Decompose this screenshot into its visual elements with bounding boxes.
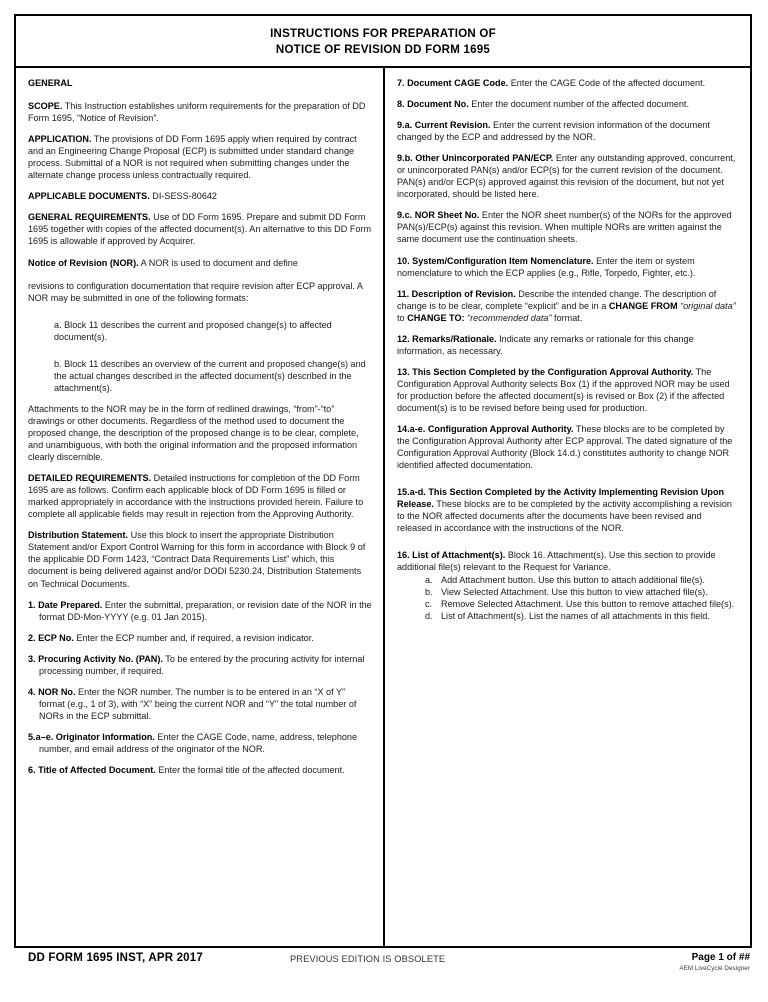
- detailed-requirements-paragraph: [28, 472, 372, 520]
- instruction-item-3: [28, 653, 372, 677]
- instruction-item-10: [397, 255, 739, 279]
- format-option-a: a. Block 11 describes the current and proposed change(s) to affected document(s).: [54, 319, 332, 342]
- right-column: [385, 68, 750, 946]
- change-tail-text: format.: [551, 312, 583, 323]
- scope-text: This Instruction establishes uniform requirements for the preparation of DD Form 1695, “Notice of Revision”.: [28, 101, 366, 124]
- notice-of-revision-paragraph: [28, 257, 372, 269]
- notice-of-revision-text: A NOR is used to document and define: [138, 257, 298, 268]
- instruction-item-8: [397, 98, 739, 110]
- instruction-item-14-label: 14.a-e. Configuration Approval Authority.: [397, 424, 574, 435]
- instruction-item-9b-label: 9.b. Other Unincorporated PAN/ECP.: [397, 153, 554, 164]
- general-heading-label: GENERAL: [28, 78, 73, 88]
- instruction-item-9a-text: Enter the current revision information of the document changed by the ECP and addressed by the NOR.: [397, 120, 710, 143]
- instruction-item-9b: [397, 152, 739, 200]
- attachment-sub-item-a-letter: a.: [425, 574, 433, 585]
- instruction-item-2-label: 2. ECP No.: [28, 632, 74, 643]
- instruction-item-14-text: These blocks are to be completed by the Configuration Approval Authority after ECP approval. The dated signature of the Configuration Approval Authority (Block 14.d.) constitutes authority to change NOR identified affected documentation.: [397, 424, 733, 471]
- instruction-item-10-text: Enter the item or system nomenclature to which the ECP applies (e.g., Rifle, Torpedo, Fighter, etc.).: [397, 255, 696, 278]
- distribution-statement-paragraph: [28, 529, 372, 589]
- instruction-item-9c: [397, 209, 739, 245]
- instruction-item-12: [397, 333, 739, 357]
- instruction-item-9c-text: Enter the NOR sheet number(s) of the NORs for the approved PAN(s)/ECP(s) against this revision. When multiple NORs are written against the same document use the continuation sheets.: [397, 210, 732, 245]
- instruction-item-8-label: 8. Document No.: [397, 99, 469, 110]
- instruction-item-7-text: Enter the CAGE Code of the affected document.: [508, 78, 706, 88]
- applicable-documents-paragraph: [28, 190, 372, 202]
- instruction-item-7-label: 7. Document CAGE Code.: [397, 78, 509, 88]
- scope-label: SCOPE.: [28, 101, 63, 112]
- instruction-item-9b-text: Enter any outstanding approved, concurrent, or unincorporated PAN(s) and/or ECP(s) for the current revision of the document. PAN(s) and/or ECP(s) approved against this revision of the document, but not yet incorporated, should be listed here.: [397, 153, 736, 200]
- detailed-requirements-label: DETAILED REQUIREMENTS.: [28, 473, 152, 484]
- instruction-item-1-text: Enter the submittal, preparation, or revision date of the NOR in the format DD-Mon-YYYY (e.g. 01 Jan 2015).: [39, 599, 372, 622]
- instruction-item-16-text: Block 16. Attachment(s). Use this section to provide additional file(s) relevant to the Request for Variance.: [397, 550, 716, 573]
- notice-of-revision-continuation: revisions to configuration documentation that require revision after ECP approval. A NOR may be submitted in one of the following formats:: [28, 280, 363, 303]
- instruction-item-5-label: 5.a–e. Originator Information.: [28, 731, 155, 742]
- instruction-item-13-text: The Configuration Approval Authority selects Box (1) if the approved NOR may be used for production before the affected document(s) is revised or Box (2) if the affected document(s) is to be revised before being used for production.: [397, 366, 730, 413]
- attachments-paragraph: Attachments to the NOR may be in the form of redlined drawings, “from”-“to” drawings or other documents. Regardless of the method used to document the proposed change, the description of the proposed change is to be clear, complete, and unambiguous, with both the original information and the proposed information clearly discernible.: [28, 403, 359, 463]
- instruction-item-2: [28, 632, 372, 644]
- page-title-line-1: INSTRUCTIONS FOR PREPARATION OF: [270, 28, 496, 40]
- document-title-band: [16, 16, 750, 68]
- instruction-item-11: [397, 288, 739, 324]
- attachment-sub-item-d-letter: d.: [425, 610, 433, 621]
- page-title-line-2: NOTICE OF REVISION DD FORM 1695: [275, 44, 491, 56]
- instruction-item-9a-label: 9.a. Current Revision.: [397, 120, 491, 131]
- page-footer: [14, 952, 752, 982]
- instruction-item-9c-label: 9.c. NOR Sheet No.: [397, 210, 480, 221]
- instruction-item-16: [397, 549, 739, 573]
- general-requirements-label: GENERAL REQUIREMENTS.: [28, 212, 151, 223]
- detailed-requirements-text: Detailed instructions for completion of the DD Form 1695 are as follows. Confirm each applicable block of DD Form 1695 is filled or marked appropriately in accordance with the instructions provided herein. Failure to complete all applicable fields may result in rejection from the Approving Authority.: [28, 473, 364, 520]
- instruction-item-16-label: 16. List of Attachment(s).: [397, 550, 506, 561]
- applicable-documents-label: APPLICABLE DOCUMENTS.: [28, 191, 150, 202]
- instruction-item-15-label: 15.a-d. This Section Completed by the Activity Implementing Revision Upon Release.: [397, 487, 725, 510]
- instruction-item-4: [28, 686, 372, 722]
- instruction-item-8-text: Enter the document number of the affected document.: [468, 99, 689, 110]
- instruction-item-6: [28, 764, 372, 776]
- recommended-data-placeholder: “recommended data”: [467, 312, 552, 323]
- distribution-statement-text: Use this block to insert the appropriate Distribution Statement and/or Export Control Warning for this form in accordance with Block 9 of the applicable DD Form 1423, “Contract Data Requirements List” which, this document is being delivered against and/or DODI 5230.24, Distribution Statements on Technical Documents.: [28, 530, 366, 589]
- original-data-placeholder: “original data”: [680, 300, 736, 311]
- application-label: APPLICATION.: [28, 134, 92, 145]
- instruction-item-2-text: Enter the ECP number and, if required, a revision indicator.: [73, 632, 314, 643]
- attachment-sub-item-c-letter: c.: [425, 598, 433, 609]
- distribution-statement-label: Distribution Statement.: [28, 530, 129, 541]
- instruction-item-5-text: Enter the CAGE Code, name, address, telephone number, and email address of the originator of the NOR.: [39, 731, 358, 754]
- instruction-form-box: [14, 14, 752, 948]
- instruction-item-4-label: 4. NOR No.: [28, 686, 76, 697]
- attachment-sub-item-b-letter: b.: [425, 586, 433, 597]
- instruction-item-15-text: These blocks are to be completed by the activity accomplishing a revision to the NOR affected documents after the documents have been revised and released in accordance with the instructions of the NOR.: [397, 499, 732, 534]
- instruction-item-6-label: 6. Title of Affected Document.: [28, 765, 156, 776]
- application-paragraph: [28, 133, 372, 181]
- applicable-documents-text: DI-SESS-80642: [149, 191, 217, 202]
- instruction-item-13: [397, 366, 739, 414]
- two-column-body: [16, 68, 750, 946]
- footer-page-info: [679, 952, 750, 973]
- instruction-item-11-label: 11. Description of Revision.: [397, 288, 516, 299]
- change-mid-text: to: [397, 312, 408, 323]
- instruction-item-12-label: 12. Remarks/Rationale.: [397, 333, 497, 344]
- instruction-item-7: [397, 77, 739, 89]
- instruction-item-1-label: 1. Date Prepared.: [28, 599, 103, 610]
- footer-authoring-tool: AEM LiveCycle Designer: [679, 965, 750, 972]
- footer-form-id: DD FORM 1695 INST, APR 2017: [28, 952, 203, 964]
- instruction-item-9a: [397, 119, 739, 143]
- list-item: [397, 574, 739, 586]
- scope-paragraph: [28, 100, 372, 124]
- list-item: [397, 598, 739, 610]
- instruction-item-4-text: Enter the NOR number. The number is to be entered in an “X of Y” format (e.g., 1 of 3), with “X” being the current NOR and “Y” the total number of NORs in the ECP submittal.: [39, 686, 357, 721]
- attachment-sub-item-c-text: Remove Selected Attachment. Use this button to remove attached file(s).: [441, 598, 735, 609]
- change-to-label: CHANGE TO:: [407, 312, 465, 323]
- attachment-sub-items-list: [397, 574, 739, 622]
- attachment-sub-item-d-text: List of Attachment(s). List the names of all attachments in this field.: [441, 610, 710, 621]
- instruction-item-13-label: 13. This Section Completed by the Configuration Approval Authority.: [397, 366, 694, 377]
- instruction-item-1: [28, 599, 372, 623]
- instruction-item-10-label: 10. System/Configuration Item Nomenclature.: [397, 255, 594, 266]
- general-heading: [28, 77, 372, 89]
- format-option-b: b. Block 11 describes an overview of the current and proposed change(s) and the actual changes described in the affected document(s) described in the attachment(s).: [54, 358, 366, 393]
- left-column: [16, 68, 385, 946]
- instruction-item-11-text: Describe the intended change. The description of change is to be clear, complete “explicit” and be in a: [397, 288, 717, 311]
- instruction-item-15: [397, 486, 739, 534]
- instruction-item-3-label: 3. Procuring Activity No. (PAN).: [28, 653, 163, 664]
- footer-edition-notice: PREVIOUS EDITION IS OBSOLETE: [290, 954, 446, 964]
- list-item: [397, 586, 739, 598]
- change-from-label: CHANGE FROM: [608, 300, 678, 311]
- notice-of-revision-label: Notice of Revision (NOR).: [28, 257, 139, 268]
- application-text: The provisions of DD Form 1695 apply when required by contract and an Engineering Change Proposal (ECP) is submitted under standard change process. Submittal of a NOR is not required when submitting changes under the alternate change process unless contractually required.: [28, 134, 357, 181]
- instruction-item-6-text: Enter the formal title of the affected document.: [155, 765, 345, 776]
- instruction-item-14: [397, 423, 739, 471]
- general-requirements-text: Use of DD Form 1695. Prepare and submit DD Form 1695 together with copies of the affected document(s). An alternative to this DD Form 1695 is allowable if approved by Acquirer.: [28, 212, 372, 247]
- list-item: [397, 610, 739, 622]
- instruction-item-12-text: Indicate any remarks or rationale for this change information, as necessary.: [397, 333, 694, 356]
- attachment-sub-item-a-text: Add Attachment button. Use this button to attach additional file(s).: [441, 574, 705, 585]
- footer-page-number: Page 1 of ##: [691, 952, 750, 963]
- instruction-item-3-text: To be entered by the procuring activity for internal processing number, if required.: [39, 653, 365, 676]
- attachment-sub-item-b-text: View Selected Attachment. Use this button to view attached file(s).: [441, 586, 708, 597]
- instruction-item-5: [28, 731, 372, 755]
- general-requirements-paragraph: [28, 211, 372, 247]
